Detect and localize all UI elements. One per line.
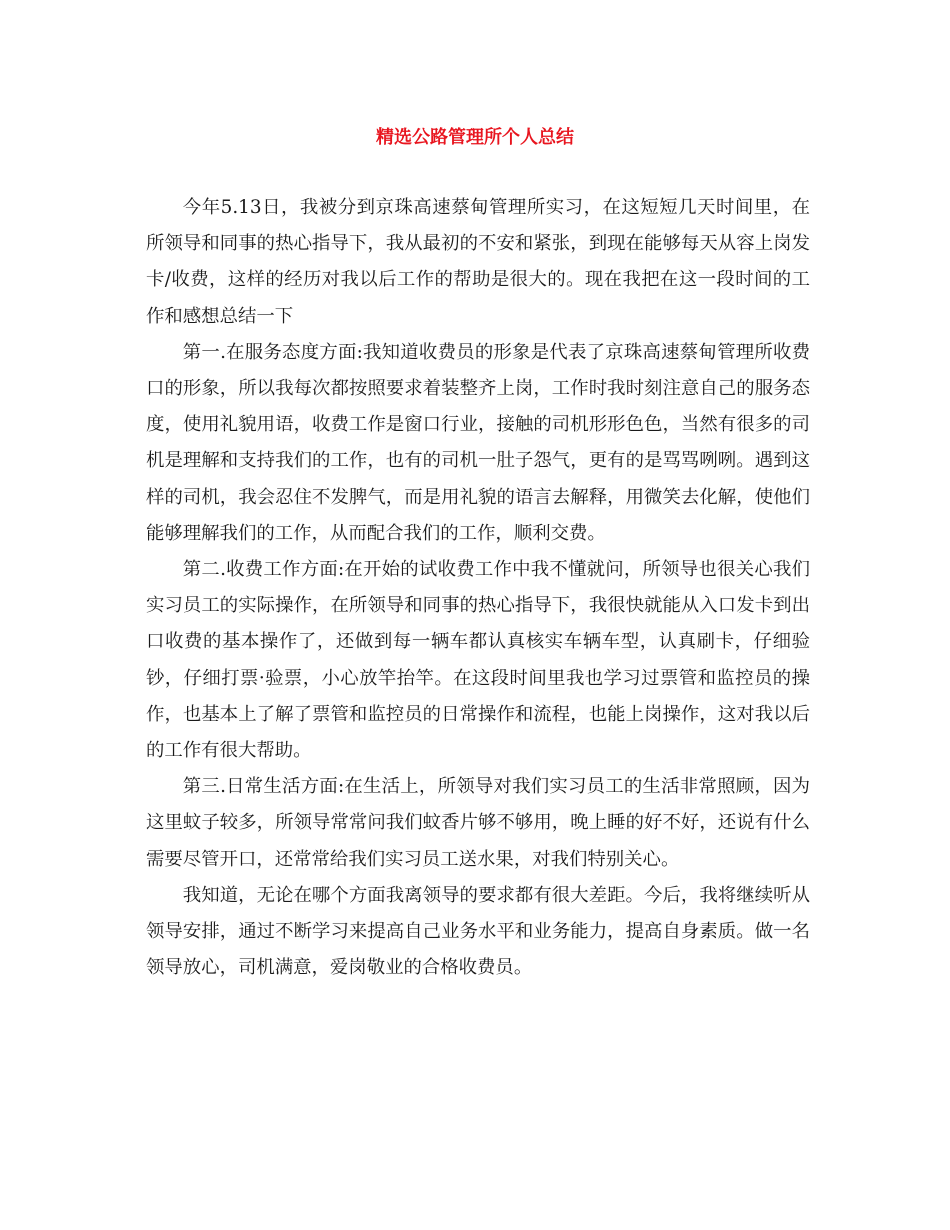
- document-body: [146, 190, 810, 986]
- document-title: 精选公路管理所个人总结: [376, 127, 574, 148]
- paragraph-toll-work: 第二.收费工作方面:在开始的试收费工作中我不懂就问，所领导也很关心我们实习员工的实际操作，在所领导和同事的热心指导下，我很快就能从入口发卡到出口收费的基本操作了，还做到每一辆车都认真核实车辆车型，认真刷卡，仔细验钞，仔细打票·验票，小心放竿抬竿。在这段时间里我也学习过票管和监控员的操作，也基本上了解了票管和监控员的日常操作和流程，也能上岗操作，这对我以后的工作有很大帮助。: [146, 559, 810, 762]
- paragraph-service-attitude: 第一.在服务态度方面:我知道收费员的形象是代表了京珠高速蔡甸管理所收费口的形象，所以我每次都按照要求着装整齐上岗，工作时我时刻注意自己的服务态度，使用礼貌用语，收费工作是窗口行业，接触的司机形形色色，当然有很多的司机是理解和支持我们的工作，也有的司机一肚子怨气，更有的是骂骂咧咧。遇到这样的司机，我会忍住不发脾气，而是用礼貌的语言去解释，用微笑去化解，使他们能够理解我们的工作，从而配合我们的工作，顺利交费。: [146, 341, 810, 544]
- paragraph-intro: 今年5.13日，我被分到京珠高速蔡甸管理所实习，在这短短几天时间里，在所领导和同事的热心指导下，我从最初的不安和紧张，到现在能够每天从容上岗发卡/收费，这样的经历对我以后工作的帮助是很大的。现在我把在这一段时间的工作和感想总结一下: [146, 197, 810, 327]
- paragraph-daily-life: 第三.日常生活方面:在生活上，所领导对我们实习员工的生活非常照顾，因为这里蚊子较多，所领导常常问我们蚊香片够不够用，晚上睡的好不好，还说有什么需要尽管开口，还常常给我们实习员工送水果，对我们特别关心。: [146, 776, 810, 870]
- paragraph-conclusion: 我知道，无论在哪个方面我离领导的要求都有很大差距。今后，我将继续听从领导安排，通过不断学习来提高自己业务水平和业务能力，提高自身素质。做一名领导放心，司机满意，爱岗敬业的合格收费员。: [146, 884, 810, 979]
